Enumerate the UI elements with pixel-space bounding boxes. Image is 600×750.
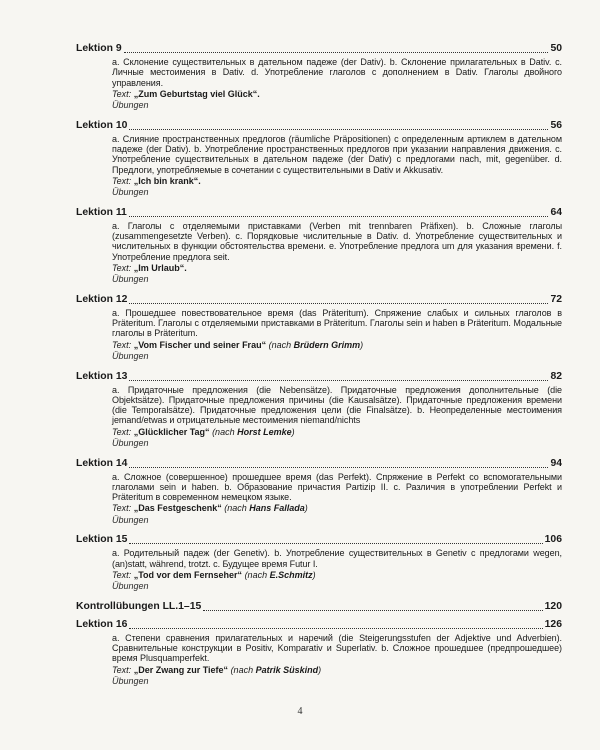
exercises-label: Übungen [112, 100, 149, 111]
entry-title: Kontrollübungen LL.1–15 [76, 600, 202, 612]
reading-text-line: Text: „Der Zwang zur Tiefe“ (nach Patrik Süskind) [112, 664, 322, 675]
reading-text-title: „Glücklicher Tag“ [133, 426, 210, 437]
toc-entry-heading[interactable] [76, 371, 562, 383]
dot-leader [129, 128, 548, 130]
page-ref: 106 [544, 534, 562, 546]
reading-text-title: „Vom Fischer und seiner Frau“ [133, 339, 267, 350]
toc-entry-lektion-13 [76, 371, 562, 449]
exercises-label: Übungen [112, 187, 149, 198]
entry-description: a. Склонение существительных в дательном падеже (der Dativ). b. Склонение прилагательных в Dativ. c. Личные местоимения в Dativ. d. Употребление глаголов с дополнением в Dativ. Глаголы двойного управления. [112, 57, 562, 88]
page-ref: 64 [550, 206, 562, 218]
dot-leader [124, 51, 549, 53]
dot-leader [129, 302, 548, 304]
page-ref: 50 [550, 43, 562, 54]
toc-entry-kontrolluebungen [76, 601, 562, 613]
entry-title: Lektion 9 [76, 43, 122, 54]
toc-entry-lektion-14 [76, 458, 562, 526]
reading-text-line: Text: „Das Festgeschenk“ (nach Hans Fallada) [112, 503, 308, 514]
table-of-contents [76, 43, 562, 687]
page-ref: 120 [544, 600, 562, 612]
text-author: Brüdern Grimm [293, 339, 361, 350]
dot-leader [129, 379, 548, 381]
toc-entry-heading[interactable] [76, 458, 562, 470]
exercises-label: Übungen [112, 351, 149, 361]
reading-text-title: „Im Urlaub“. [133, 262, 187, 273]
toc-entry-heading[interactable] [76, 534, 562, 546]
entry-title: Lektion 11 [76, 206, 127, 218]
toc-entry-heading[interactable] [76, 619, 562, 631]
toc-entry-lektion-11 [76, 207, 562, 285]
dot-leader [129, 215, 549, 217]
reading-text-title: „Das Festgeschenk“ [133, 503, 222, 514]
entry-description: a. Родительный падеж (der Genetiv). b. Употребление существительных в Genetiv с предлогами wegen, (an)statt, während, trotzt. c. Будущее время Futur I. [112, 548, 562, 569]
entry-description: a. Сложное (совершенное) прошедшее время (das Perfekt). Спряжение в Perfekt со вспомогательными глаголами sein и haben. b. Образование причастия Partizip II. c. Различия в употреблении Perfekt и Präteritum в современном немецком языке. [112, 471, 562, 502]
exercises-label: Übungen [112, 274, 149, 285]
toc-entry-heading[interactable] [76, 207, 562, 219]
text-author: Hans Fallada [249, 503, 305, 514]
text-author: Patrik Süskind [255, 664, 319, 675]
reading-text-line: Text: „Im Urlaub“. [112, 262, 187, 273]
toc-entry-lektion-12 [76, 294, 562, 362]
reading-text-line: Text: „Vom Fischer und seiner Frau“ (nach Brüdern Grimm) [112, 339, 364, 350]
dot-leader [129, 542, 542, 544]
exercises-label: Übungen [112, 438, 149, 448]
toc-entry-lektion-15 [76, 534, 562, 592]
reading-text-line: Text: „Glücklicher Tag“ (nach Horst Lemke) [112, 426, 295, 437]
dot-leader [129, 466, 548, 468]
entry-title: Lektion 15 [76, 534, 128, 546]
entry-title: Lektion 10 [76, 119, 128, 131]
reading-text-title: „Der Zwang zur Tiefe“ [133, 664, 229, 675]
reading-text-line: Text: „Zum Geburtstag viel Glück“. [112, 88, 260, 99]
toc-entry-heading[interactable] [76, 43, 562, 55]
reading-text-line: Text: „Ich bin krank“. [112, 175, 201, 186]
text-author: Horst Lemke [237, 426, 292, 437]
page-number: 4 [297, 706, 303, 717]
toc-entry-heading[interactable] [76, 601, 562, 613]
toc-entry-lektion-10 [76, 120, 562, 198]
page-ref: 126 [544, 618, 562, 630]
reading-text-title: „Tod vor dem Fernseher“ [133, 569, 243, 580]
page-ref: 82 [550, 370, 562, 382]
entry-title: Lektion 12 [76, 293, 128, 305]
reading-text-title: „Zum Geburtstag viel Glück“. [133, 88, 260, 99]
page-ref: 56 [550, 119, 562, 131]
entry-title: Lektion 13 [76, 370, 128, 382]
exercises-label: Übungen [112, 581, 149, 592]
toc-entry-heading[interactable] [76, 294, 562, 306]
text-author: E.Schmitz [269, 569, 313, 580]
reading-text-line: Text: „Tod vor dem Fernseher“ (nach E.Schmitz) [112, 569, 316, 580]
entry-description: a. Придаточные предложения (die Nebensätze). Придаточные предложения дополнительные (die Objektsätze). Придаточные предложения причины (die Kausalsätze). Придаточные предложения времени (die Temporalsätze). Придаточные предложения цели (die Finalsätze). b. Неопределенные местоимения jemand/etwas и отрицательные местоимения niemand/nichts [112, 384, 562, 426]
entry-title: Lektion 16 [76, 618, 128, 630]
dot-leader [203, 609, 542, 611]
entry-description: a. Прошедшее повествовательное время (das Präteritum). Спряжение слабых и сильных глаголов в Präteritum. Глаголы с отделяемыми приставками в Präteritum. Глаголы sein и haben в Präteritum. Модальные глаголы в Präteritum. [112, 307, 562, 339]
entry-description: a. Степени сравнения прилагательных и наречий (die Steigerungsstufen der Adjektive und Adverbien). Сравнительные конструкции в Positiv, Komparativ и Superlativ. b. Сложное прошедшее (предпрошедшее) время Plusquamperfekt. [112, 632, 562, 664]
exercises-label: Übungen [112, 514, 149, 525]
toc-entry-lektion-9 [76, 43, 562, 111]
reading-text-title: „Ich bin krank“. [133, 175, 201, 186]
page-ref: 72 [550, 293, 562, 305]
page-ref: 94 [550, 457, 562, 469]
entry-title: Lektion 14 [76, 457, 128, 469]
toc-entry-heading[interactable] [76, 120, 562, 132]
dot-leader [129, 627, 542, 629]
exercises-label: Übungen [112, 676, 149, 686]
entry-description: a. Глаголы с отделяемыми приставками (Verben mit trennbaren Präfixen). b. Сложные глаголы (zusammengesetzte Verben). c. Порядковые числительные в Dativ. d. Употребление существительных и числительных в функции обстоятельства времени. e. Употребление предлога um для указания времени. f. Употребление предлога seit. [112, 220, 562, 262]
entry-description: a. Слияние пространственных предлогов (räumliche Präpositionen) с определенным артиклем в дательном падеже (der Dativ). b. Употребление пространственных предлогов при указании направления движения. c. Употребление существительных в дательном падеже (der Dativ) с предлогами nach, mit, gegenüber. d. Предлоги, употребляемые в сочетании с существительными в Dativ и Akkusativ. [112, 133, 562, 175]
toc-entry-lektion-16 [76, 619, 562, 687]
